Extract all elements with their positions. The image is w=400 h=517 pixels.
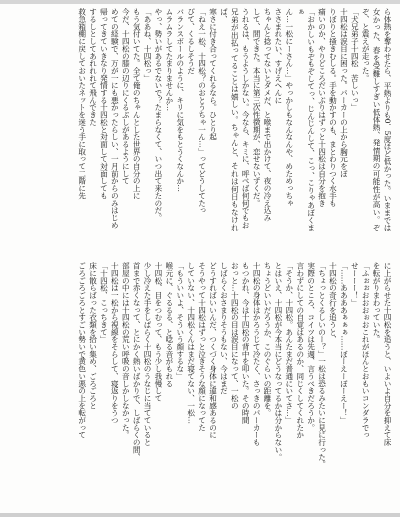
page-top-edge [0,0,400,4]
page-bottom-edge [0,513,400,517]
upper-text-block: ら体熱を奪わせたら、平熱よりも0．5度ほど低かった。いままでは女かった、春を受難しすぎい低体熱、発情期の可能性が高い。ぞぞ、と震えが走った。 「犬兄弟子十四松 苦しいっ」 十四松は涙目に困った。パーカーの上から胸元をぼ りぼりと掻きむしる。手を動かすのも、まとわりつく水手も 痛いのか、やりどころだいぶりはずっと十四松は自分を抱き 「おかしいもぞもぞしてっ、じんじんして、こっ、こりゃあぼくまぁ ん…一松にーさん…」やっかしもなんなんや、めためっちゃ ささまれたい、すげえへんに ちゃんと捻ってないとダメだ、と喉まで出かけて、夜の冷え込み して、間できた。本当に第三次性徴期が、恋せないずくだ。 うれるは、もうようしかない。今なら、キミに、呼べば何何でもお 兄弟が出払ってることは嬉しい。ちゃんと、それは何日もなければ、 寒さに付き合ってくれるなら。ひとり起 「ねえ一松、十四松？のおとうちゃ一ん…」ってどうしてたっ ぴて、くるしそうだ バランスボールのように、キリに気をもとうくなんか… ムラムラしてたまりませんか… やっ、勢いがあるでないで？たまらなくて、いつ出て来たのだ。 「ああね、十四松っ」 もう気付いてた。全て俺のちゃんとした世界の自分の上に 今だ、十四松の膝の辺りにくるぶしがあるようにして めての経験で、万が一にも悪かったらしい、一月前からのみはじめ 帰ってきていきなり発情する十四松と対面して対面しても するしとしてあれれれて飛んできた 救急箱棚に戻しておいたネットを迷う手に取って二階に先 [77,8,392,231]
lower-text-block: に上がらせた十四松を追うと、いよいよ自分を抑えて床 を転がりまわっていた。 「ふぉぉおおおぉおこれがほんとおもいコンダラでっ せーーー！」 「……ああああぁぁぁ……ぼーえーぼーえー！」 十四松の奇行を追うと、 「ちょっとくるしいのー？」一松は恐るみたいに見に行った。 実際のところ、コイツは先週、言うべきだろうか。 言わずにしての自覚はあるのか、同じくしてくれたか 「そうか、十四松。あんたまだ普通にいてさ…」 とはいえ、十四松が今本当にどうなってるかは分からない。 ちょうどいいだろうか、このぐらいの距離を。 十四松の身体はかろうじて冷たく、さっきのパーカーも もつかれ、今は十四松の背中を叩いた。その時間 おっと…十四松の目は涙目になって、一松の しばらくおさまりそうもない、今はまだ どうすればいいんだ、つくづく身体に違和感あるのに そうやって十四松はずっと泣きそうな顔になってた していない、十四松くんはまだ寝てない、一松… 「もういいよ、そういう顔するな」 喉元に、ぐるるる、と唸る音がもれる 十四松、目をつむって、もう少し我慢して 少し冷えた手をしばらく十四松のうなじに当てていると 首まで赤くなって、とにかく熱いばかりで、しばらくの間、 部屋の中には十四松の荒い呼吸の音しかしなかった。 十四松は一松から視線をそらして、寝返りをうつ 「十四松、こっちきて」 床に散らばった衣類を拾い集め、ごろごろと ごろごろごろとすごい勢いで黄色い悪の上を転がって [77,262,392,468]
